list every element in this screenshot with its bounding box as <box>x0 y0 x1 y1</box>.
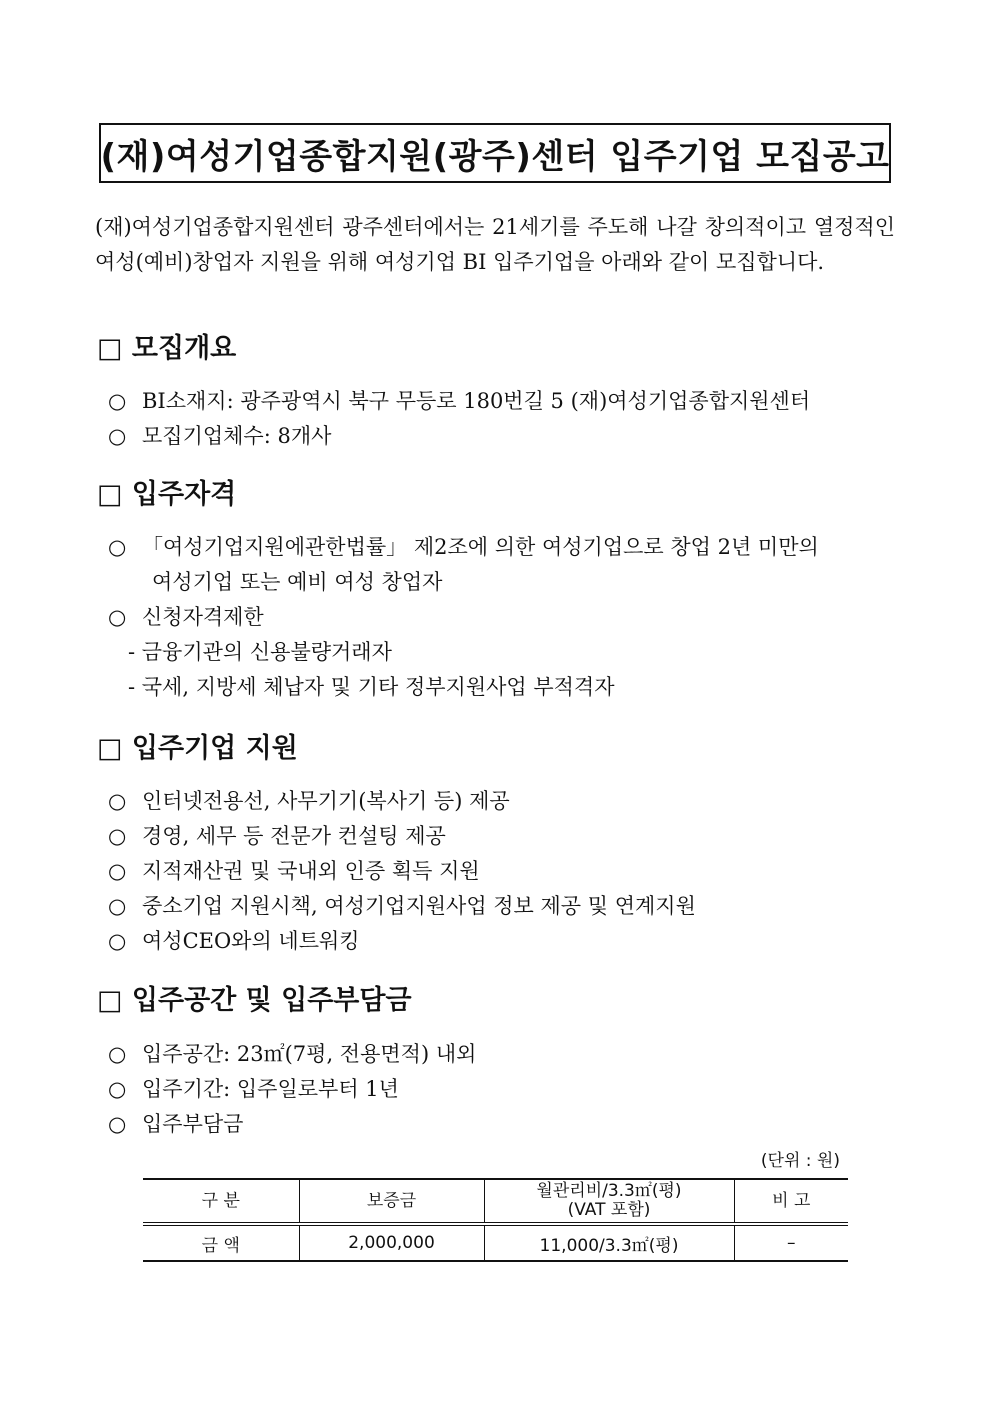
cell-deposit: 2,000,000 <box>299 1224 484 1261</box>
item-text: 입주공간: 23㎡(7평, 전용면적) 내외 <box>142 1042 477 1066</box>
list-item <box>108 854 480 888</box>
cell-monthly-fee: 11,000/3.3㎡(평) <box>484 1224 734 1261</box>
title-box <box>99 123 891 183</box>
item-text: 모집기업체수: 8개사 <box>142 424 332 448</box>
list-item <box>108 1037 476 1071</box>
section-space-heading <box>97 983 412 1019</box>
page-title: (재)여성기업종합지원(광주)센터 입주기업 모집공고 <box>100 136 890 177</box>
circle-bullet-icon: ○ <box>108 929 127 953</box>
table-row <box>143 1224 848 1261</box>
cell-category: 금 액 <box>143 1224 299 1261</box>
list-item <box>108 1107 243 1141</box>
circle-bullet-icon: ○ <box>108 424 127 448</box>
item-text: 지적재산권 및 국내외 인증 획득 지원 <box>142 859 480 883</box>
list-item <box>108 384 810 418</box>
section-eligibility-heading <box>97 477 236 513</box>
list-item <box>108 819 446 853</box>
list-item <box>108 784 510 818</box>
item-text: 「여성기업지원에관한법률」 제2조에 의한 여성기업으로 창업 2년 미만의 <box>142 535 819 559</box>
header-remarks: 비 고 <box>734 1179 848 1224</box>
cell-remarks: – <box>734 1224 848 1261</box>
item-text: 경영, 세무 등 전문가 컨설팅 제공 <box>142 824 446 848</box>
circle-bullet-icon: ○ <box>108 824 127 848</box>
section-overview-heading <box>97 331 236 367</box>
checkbox-icon: □ <box>97 733 123 764</box>
unit-label: (단위 : 원) <box>760 1151 840 1171</box>
list-item <box>108 530 819 564</box>
circle-bullet-icon: ○ <box>108 789 127 813</box>
sub-item: - 국세, 지방세 체납자 및 기타 정부지원사업 부적격자 <box>128 675 615 699</box>
item-text: 입주기간: 입주일로부터 1년 <box>142 1077 399 1101</box>
fee-table <box>143 1178 848 1262</box>
item-text: BI소재지: 광주광역시 북구 무등로 180번길 5 (재)여성기업종합지원센터 <box>142 389 811 413</box>
list-item <box>108 889 696 923</box>
header-monthly-fee-line1: 월관리비/3.3㎡(평) <box>536 1181 682 1201</box>
header-deposit: 보증금 <box>299 1179 484 1224</box>
circle-bullet-icon: ○ <box>108 1077 127 1101</box>
list-item <box>108 419 331 453</box>
item-text: 입주부담금 <box>142 1112 244 1136</box>
circle-bullet-icon: ○ <box>108 1042 127 1066</box>
item-text: 신청자격제한 <box>142 605 264 629</box>
section-title: 입주기업 지원 <box>131 733 298 764</box>
table-header-row <box>143 1179 848 1224</box>
list-item <box>108 924 360 958</box>
header-category: 구 분 <box>143 1179 299 1224</box>
checkbox-icon: □ <box>97 479 123 510</box>
header-monthly-fee <box>484 1179 734 1224</box>
circle-bullet-icon: ○ <box>108 605 127 629</box>
section-title: 입주자격 <box>131 479 237 510</box>
section-title: 모집개요 <box>131 333 237 364</box>
circle-bullet-icon: ○ <box>108 859 127 883</box>
circle-bullet-icon: ○ <box>108 894 127 918</box>
section-support-heading <box>97 731 298 767</box>
item-text: 중소기업 지원시책, 여성기업지원사업 정보 제공 및 연계지원 <box>142 894 696 918</box>
section-title: 입주공간 및 입주부담금 <box>131 985 412 1016</box>
list-item <box>108 600 264 634</box>
header-monthly-fee-line2: (VAT 포함) <box>567 1200 651 1220</box>
item-text: 여성CEO와의 네트워킹 <box>142 929 360 953</box>
checkbox-icon: □ <box>97 333 123 364</box>
circle-bullet-icon: ○ <box>108 389 127 413</box>
checkbox-icon: □ <box>97 985 123 1016</box>
intro-paragraph: (재)여성기업종합지원센터 광주센터에서는 21세기를 주도해 나갈 창의적이고 열정적인 여성(예비)창업자 지원을 위해 여성기업 BI 입주기업을 아래와 같이 모집합니다. <box>95 215 895 274</box>
circle-bullet-icon: ○ <box>108 535 127 559</box>
item-text: 인터넷전용선, 사무기기(복사기 등) 제공 <box>142 789 510 813</box>
item-continuation: 여성기업 또는 예비 여성 창업자 <box>152 570 443 594</box>
list-item <box>108 1072 399 1106</box>
circle-bullet-icon: ○ <box>108 1112 127 1136</box>
sub-item: - 금융기관의 신용불량거래자 <box>128 640 392 664</box>
